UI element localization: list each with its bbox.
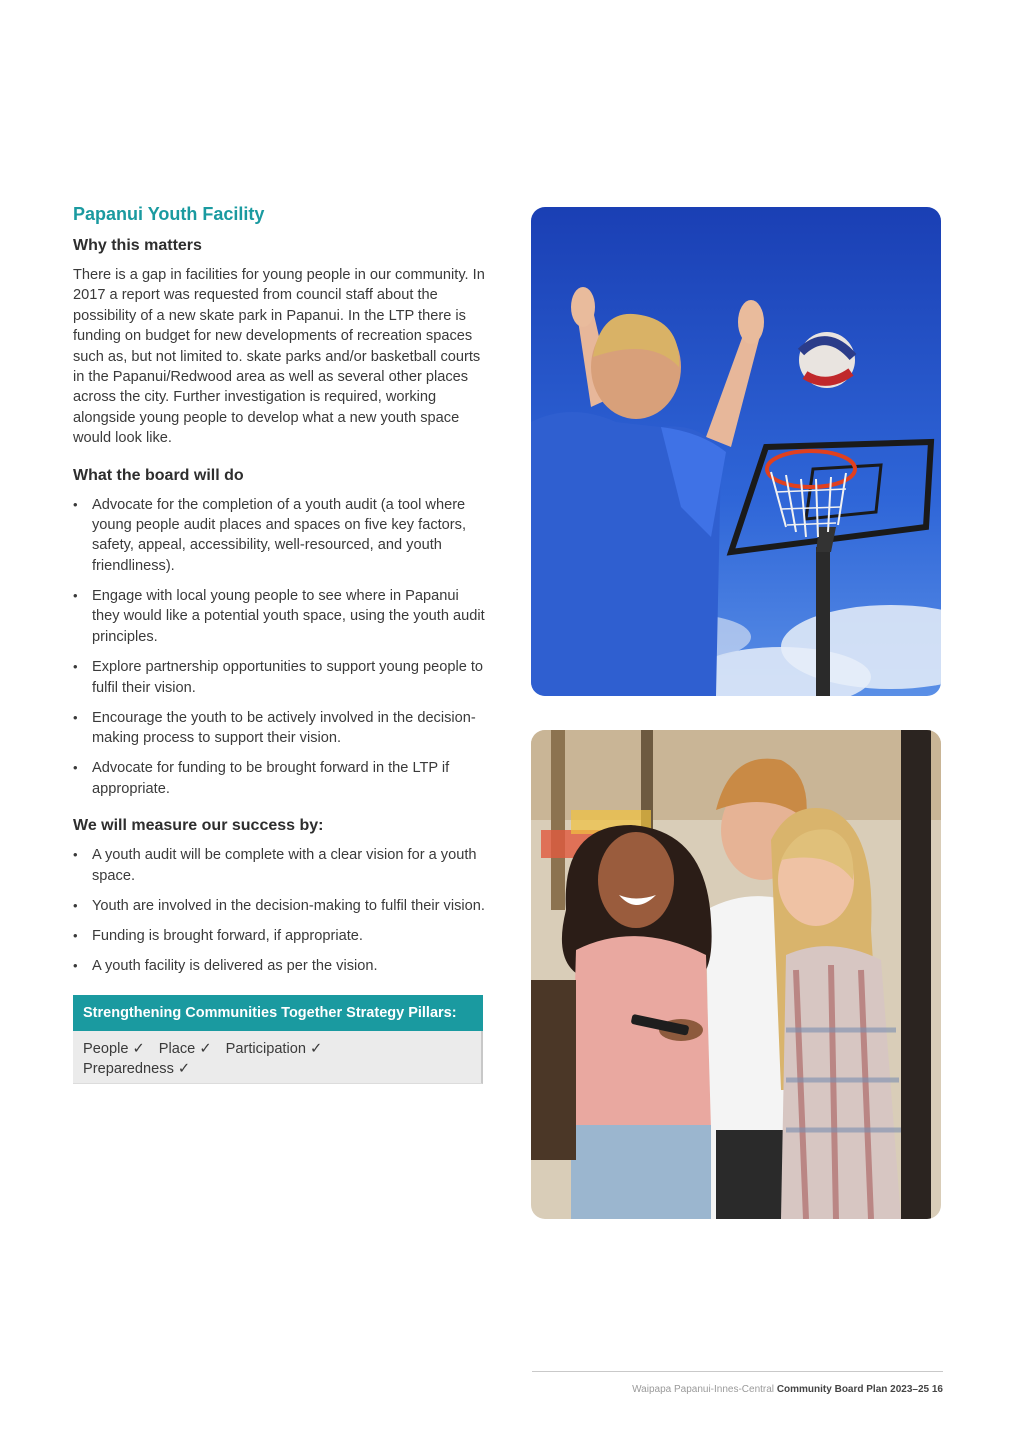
list-item: • Engage with local young people to see where in Papanui they would like a potential youth space, using the youth audit principles. <box>73 586 485 647</box>
list-item: • Advocate for the completion of a youth audit (a tool where young people audit places and spaces on five key factors, safety, appeal, accessibility, well-resourced, and youth friendliness). <box>73 495 485 577</box>
board-list <box>73 495 485 799</box>
teenagers-photo <box>531 730 941 1219</box>
measure-list <box>73 845 485 976</box>
list-item: • Funding is brought forward, if appropriate. <box>73 926 485 946</box>
list-item: • Encourage the youth to be actively involved in the decision-making process to support their vision. <box>73 708 485 749</box>
why-heading: Why this matters <box>73 237 202 254</box>
page-number: 16 <box>931 1384 943 1395</box>
footer-doc-title: Community Board Plan 2023–25 <box>776 1384 930 1395</box>
section-title: Papanui Youth Facility <box>73 204 265 224</box>
board-heading: What the board will do <box>73 466 244 484</box>
page-footer <box>632 1384 943 1395</box>
measure-heading: We will measure our success by: <box>73 817 324 835</box>
list-item: • Explore partnership opportunities to support young people to fulfil their vision. <box>73 657 485 698</box>
list-item: • Youth are involved in the decision-making to fulfil their vision. <box>73 896 485 916</box>
pillars-heading: Strengthening Communities Together Strategy Pillars: <box>73 995 483 1031</box>
content-column <box>73 204 485 1084</box>
why-paragraph: There is a gap in facilities for young people in our community. In 2017 a report was requested from council staff about the possibility of a new skate park in Papanui. In the LTP there is funding on budget for new developments of recreation spaces such as, but not limited to. skate parks and/or basketball courts in the Papanui/Redwood area as well as several other places across the city. Further investigation is required, working alongside young people to develop what a new youth space would look like. <box>73 267 485 447</box>
list-item: • Advocate for funding to be brought forward in the LTP if appropriate. <box>73 758 485 799</box>
list-item: • A youth audit will be complete with a clear vision for a youth space. <box>73 845 485 886</box>
pillar-place: Place ✓ <box>158 1040 212 1057</box>
footer-divider <box>532 1371 943 1372</box>
list-item: • A youth facility is delivered as per the vision. <box>73 956 485 976</box>
footer-org: Waipapa Papanui-Innes-Central <box>632 1384 775 1395</box>
pillars-list <box>73 1031 483 1085</box>
pillar-participation: Participation ✓ <box>225 1040 323 1057</box>
basketball-photo <box>531 207 941 696</box>
strategy-pillars-box <box>73 995 483 1085</box>
pillar-preparedness: Preparedness ✓ <box>83 1060 191 1077</box>
pillar-people: People ✓ <box>83 1040 145 1057</box>
